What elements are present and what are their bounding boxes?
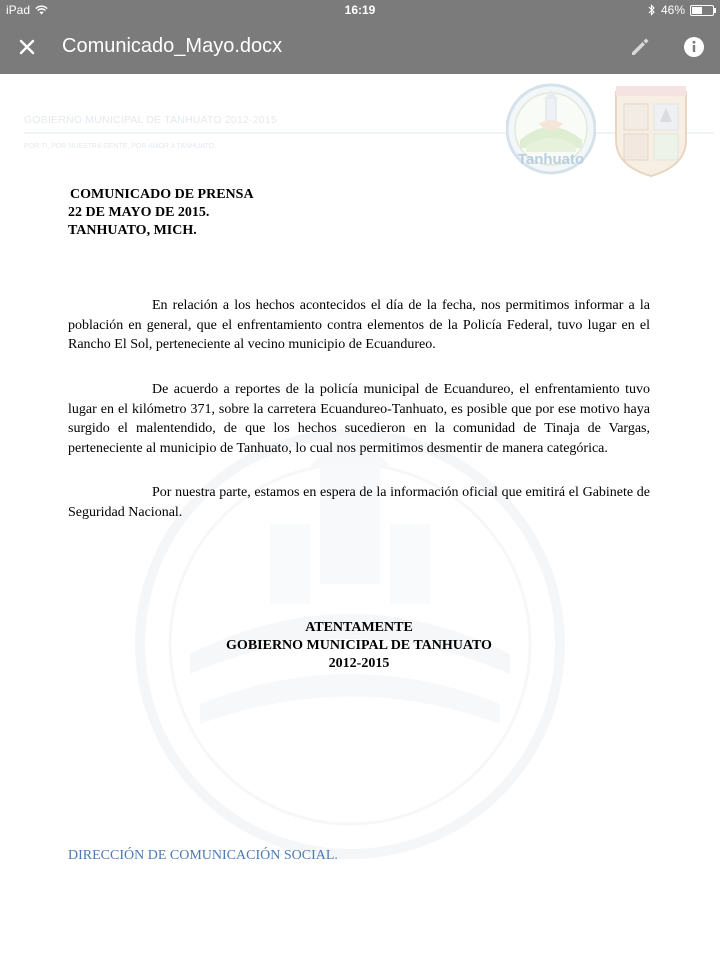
signature-block bbox=[68, 619, 650, 673]
department-footer: DIRECCIÓN DE COMUNICACIÓN SOCIAL. bbox=[68, 848, 338, 863]
pencil-icon[interactable] bbox=[628, 35, 652, 59]
letterhead-slogan: POR TI, POR NUESTRA GENTE, POR AMOR A TANHUATO. bbox=[24, 143, 216, 150]
battery-icon bbox=[690, 5, 714, 16]
bluetooth-icon bbox=[648, 4, 656, 16]
heading-line: TANHUATO, MICH. bbox=[68, 223, 197, 238]
press-heading bbox=[68, 186, 388, 240]
device-label: iPad bbox=[6, 3, 31, 17]
body-paragraph: En relación a los hechos acontecidos el día de la fecha, nos permitimos informar a la población en general, que el enfrentamiento contra elementos de la Policía Federal, tuvo lugar en el Rancho El Sol, perteneciente al vecino municipio de Ecuandureo. bbox=[68, 298, 650, 352]
coat-of-arms-logo bbox=[612, 82, 690, 178]
heading-line: 22 DE MAYO DE 2015. bbox=[68, 205, 210, 220]
document-page bbox=[0, 74, 720, 960]
tanhuato-logo bbox=[506, 80, 596, 178]
body-paragraph: Por nuestra parte, estamos en espera de la información oficial que emitirá el Gabinete de Seguridad Nacional. bbox=[68, 485, 650, 520]
signature-line: ATENTAMENTE bbox=[305, 620, 413, 635]
signature-line: GOBIERNO MUNICIPAL DE TANHUATO bbox=[226, 638, 492, 653]
document-title: Comunicado_Mayo.docx bbox=[62, 35, 283, 57]
signature-line: 2012-2015 bbox=[328, 656, 390, 671]
battery-fill bbox=[692, 7, 702, 14]
app-toolbar bbox=[0, 20, 720, 74]
battery-percent: 46% bbox=[660, 3, 685, 17]
body-paragraph: De acuerdo a reportes de la policía municipal de Ecuandureo, el enfrentamiento tuvo lugar en el kilómetro 371, sobre la carretera Ecuandureo-Tanhuato, es posible que por ese motivo haya surgido el malentendido, de que los hechos sucedieron en la comunidad de Tinaja de Vargas, perteneciente al municipio de Tanhuato, lo cual nos permitimos desmentir de manera categórica. bbox=[68, 382, 650, 456]
heading-line: COMUNICADO DE PRENSA bbox=[70, 187, 254, 202]
close-icon[interactable] bbox=[14, 34, 40, 60]
svg-text:Tanhuato: Tanhuato bbox=[517, 151, 585, 168]
clock: 16:19 bbox=[344, 3, 376, 17]
status-bar bbox=[0, 0, 720, 20]
letterhead-title: GOBIERNO MUNICIPAL DE TANHUATO 2012-2015 bbox=[24, 114, 277, 126]
info-icon[interactable] bbox=[683, 36, 705, 58]
letterhead-rule bbox=[24, 132, 714, 134]
